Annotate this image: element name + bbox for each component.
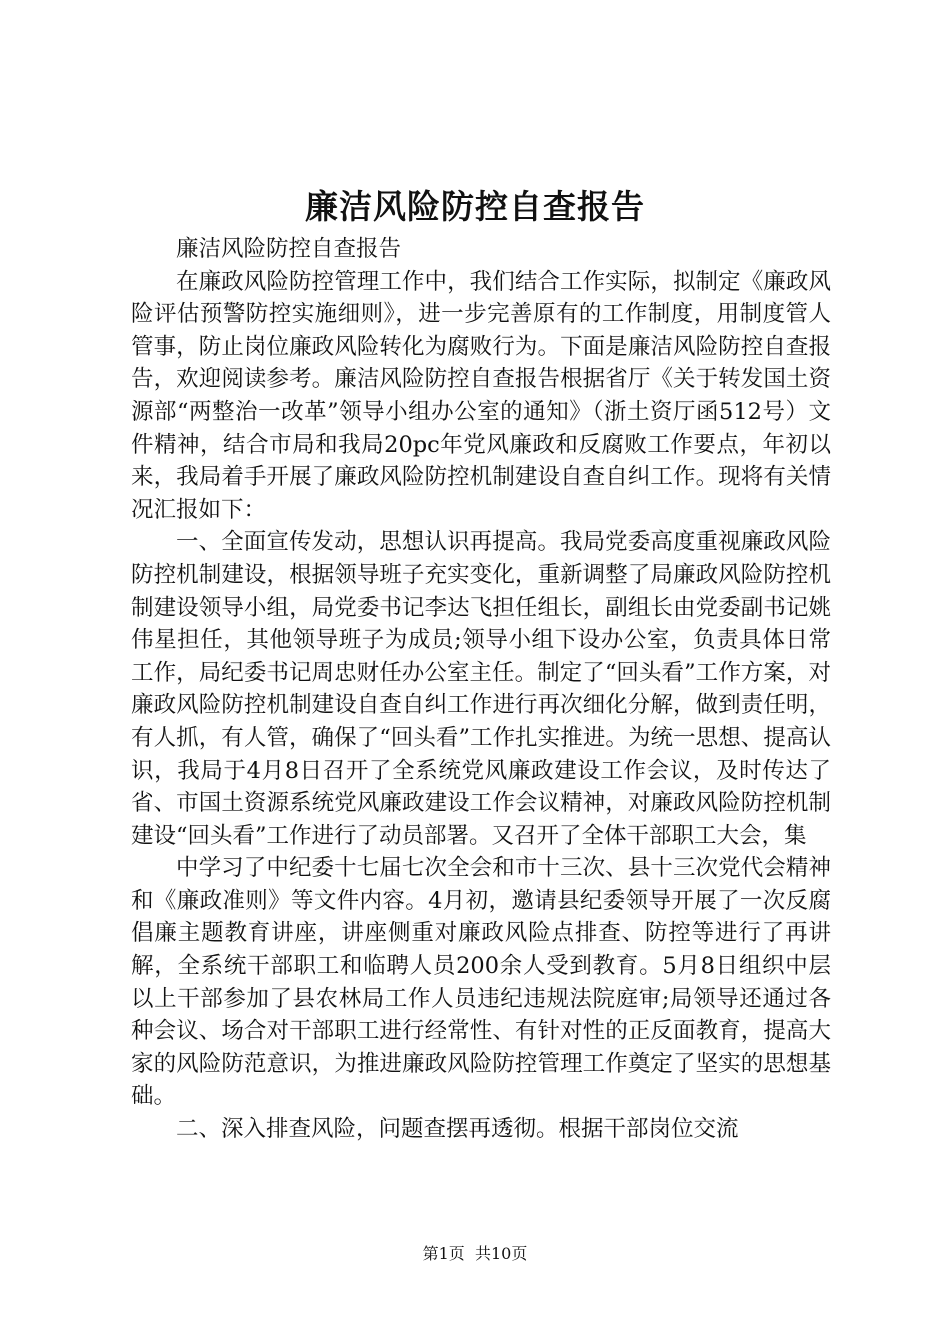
page-footer (0, 1242, 950, 1266)
paragraph-intro: 在廉政风险防控管理工作中，我们结合工作实际，拟制定《廉政风险评估预警防控实施细则》，进一步完善原有的工作制度，用制度管人管事，防止岗位廉政风险转化为腐败行为。下面是廉洁风险防控自查报告，欢迎阅读参考。廉洁风险防控自查报告根据省厅《关于转发国土资源部“两整治一改革”领导小组办公室的通知》（浙土资厅函512号）文件精神，结合市局和我局20pc年党风廉政和反腐败工作要点，年初以来，我局着手开展了廉政风险防控机制建设自查自纠工作。现将有关情况汇报如下： (131, 268, 831, 523)
paragraph-section-one-continued: 中学习了中纪委十七届七次全会和市十三次、县十三次党代会精神和《廉政准则》等文件内容。4月初，邀请县纪委领导开展了一次反腐倡廉主题教育讲座，讲座侧重对廉政风险点排查、防控等进行了再讲解，全系统干部职工和临聘人员200余人受到教育。5月8日组织中层以上干部参加了县农林局工作人员违纪违规法院庭审;局领导还通过各种会议、场合对干部职工进行经常性、有针对性的正反面教育，提高大家的风险防范意识，为推进廉政风险防控管理工作奠定了坚实的思想基础。 (131, 855, 831, 1110)
page-number: 第1页 (422, 1244, 465, 1263)
document-title: 廉洁风险防控自查报告 (305, 187, 645, 226)
paragraph-subtitle: 廉洁风险防控自查报告 (176, 236, 402, 262)
paragraph-section-one: 一、全面宣传发动，思想认识再提高。我局党委高度重视廉政风险防控机制建设，根据领导班子充实变化，重新调整了局廉政风险防控机制建设领导小组，局党委书记李达飞担任组长，副组长由党委副书记姚伟星担任，其他领导班子为成员;领导小组下设办公室，负责具体日常工作，局纪委书记周忠财任办公室主任。制定了“回头看”工作方案，对廉政风险防控机制建设自查自纠工作进行再次细化分解，做到责任明，有人抓，有人管，确保了“回头看”工作扎实推进。为统一思想、提高认识，我局于4月8日召开了全系统党风廉政建设工作会议，及时传达了省、市国土资源系统党风廉政建设工作会议精神，对廉政风险防控机制建设“回头看”工作进行了动员部署。又召开了全体干部职工大会，集 (131, 529, 831, 849)
paragraph-section-two: 二、深入排查风险，问题查摆再透彻。根据干部岗位交流 (176, 1116, 739, 1143)
page-total: 共10页 (474, 1244, 528, 1263)
document-body (131, 233, 831, 1146)
